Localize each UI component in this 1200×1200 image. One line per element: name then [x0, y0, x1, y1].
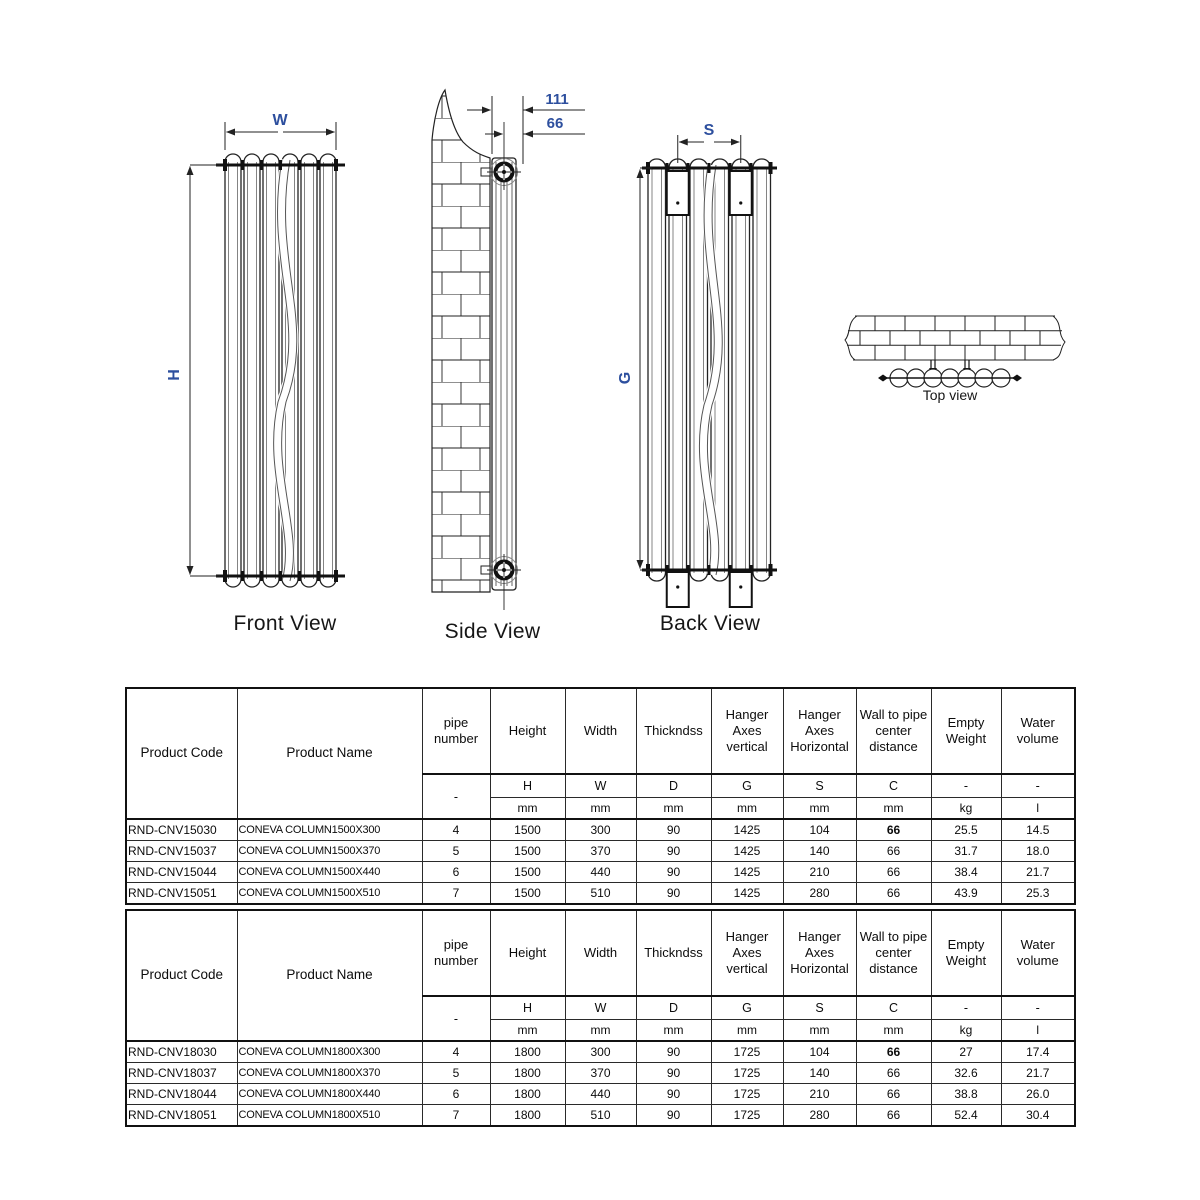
table-cell: 4: [422, 1041, 490, 1063]
symbol-cell: G: [711, 996, 783, 1020]
side-view-label: Side View: [444, 620, 541, 643]
wall-to-pipe-dim-label: 66: [546, 115, 564, 132]
table-cell: 280: [783, 883, 856, 905]
table-cell: 510: [565, 1105, 636, 1127]
symbol-cell: W: [565, 774, 636, 798]
table-cell: 90: [636, 1063, 711, 1084]
symbol-cell: H: [490, 774, 565, 798]
table-cell: 90: [636, 1105, 711, 1127]
table-cell: 1500: [490, 819, 565, 841]
top-view-wall: [845, 316, 1065, 360]
unit-cell: mm: [783, 798, 856, 820]
spec-table-1800-series: [125, 909, 1076, 1127]
unit-cell: mm: [490, 1020, 565, 1042]
col-product-code: Product Code: [126, 688, 237, 819]
table-cell: 66: [856, 883, 931, 905]
unit-cell: mm: [856, 1020, 931, 1042]
header-row: [126, 910, 1075, 996]
depth-dim-label: 111: [545, 91, 569, 108]
symbol-cell: -: [422, 774, 490, 819]
side-view-diagram: [415, 78, 625, 633]
unit-cell: mm: [565, 1020, 636, 1042]
table-cell: CONEVA COLUMN1800X370: [237, 1063, 422, 1084]
col-wall-to-pipe-center: Wall to pipe center distance: [856, 688, 931, 774]
back-view-label: Back View: [659, 612, 761, 635]
symbol-cell: C: [856, 774, 931, 798]
table-cell: 1725: [711, 1084, 783, 1105]
col-pipe-number: pipe number: [422, 910, 490, 996]
table-cell: RND-CNV18037: [126, 1063, 237, 1084]
table-cell: 90: [636, 819, 711, 841]
side-view-dimensions: [467, 91, 585, 164]
symbol-cell: -: [931, 774, 1001, 798]
table-cell: 31.7: [931, 841, 1001, 862]
unit-cell: mm: [490, 798, 565, 820]
symbol-cell: S: [783, 996, 856, 1020]
table-cell: 66: [856, 1084, 931, 1105]
col-width: Width: [565, 688, 636, 774]
table-cell: CONEVA COLUMN1500X370: [237, 841, 422, 862]
unit-cell: l: [1001, 798, 1075, 820]
table-row: [126, 1063, 1075, 1084]
col-hanger-axes-vertical: Hanger Axes vertical: [711, 910, 783, 996]
front-view-height-dimension: [166, 165, 220, 576]
unit-cell: mm: [856, 798, 931, 820]
table-cell: 66: [856, 1063, 931, 1084]
table-cell: 4: [422, 819, 490, 841]
back-view-vertical-dimension: [617, 168, 652, 570]
table-cell: 26.0: [1001, 1084, 1075, 1105]
table-cell: 140: [783, 841, 856, 862]
col-width: Width: [565, 910, 636, 996]
table-cell: 17.4: [1001, 1041, 1075, 1063]
table-cell: 104: [783, 1041, 856, 1063]
unit-cell: kg: [931, 1020, 1001, 1042]
symbol-cell: W: [565, 996, 636, 1020]
table-row: [126, 1041, 1075, 1063]
symbol-cell: D: [636, 996, 711, 1020]
symbol-cell: D: [636, 774, 711, 798]
table-cell: RND-CNV18044: [126, 1084, 237, 1105]
table-cell: 300: [565, 819, 636, 841]
table-cell: 300: [565, 1041, 636, 1063]
col-empty-weight: Empty Weight: [931, 910, 1001, 996]
table-cell: RND-CNV18051: [126, 1105, 237, 1127]
unit-cell: mm: [783, 1020, 856, 1042]
table-cell: 90: [636, 841, 711, 862]
height-dim-label: H: [166, 369, 183, 381]
col-product-name: Product Name: [237, 688, 422, 819]
front-view-label: Front View: [233, 612, 337, 635]
table-cell: 210: [783, 1084, 856, 1105]
table-row: [126, 883, 1075, 905]
table-cell: 5: [422, 1063, 490, 1084]
table-cell: 1725: [711, 1063, 783, 1084]
top-view-diagram: [835, 300, 1075, 392]
table-cell: 66: [856, 1105, 931, 1127]
table-cell: 370: [565, 841, 636, 862]
table-cell: 5: [422, 841, 490, 862]
table-cell: 1500: [490, 841, 565, 862]
table-cell: 32.6: [931, 1063, 1001, 1084]
table-cell: CONEVA COLUMN1800X300: [237, 1041, 422, 1063]
table-cell: 1800: [490, 1105, 565, 1127]
table-cell: 90: [636, 1084, 711, 1105]
symbol-cell: -: [422, 996, 490, 1041]
table-cell: 90: [636, 1041, 711, 1063]
table-cell: 25.5: [931, 819, 1001, 841]
table-cell: 1425: [711, 819, 783, 841]
table-row: [126, 819, 1075, 841]
table-cell: CONEVA COLUMN1800X510: [237, 1105, 422, 1127]
table-cell: CONEVA COLUMN1500X300: [237, 819, 422, 841]
top-view-pipes: [878, 369, 1022, 387]
table-cell: 21.7: [1001, 1063, 1075, 1084]
col-pipe-number: pipe number: [422, 688, 490, 774]
table-cell: 1725: [711, 1105, 783, 1127]
col-empty-weight: Empty Weight: [931, 688, 1001, 774]
table-cell: 1500: [490, 883, 565, 905]
table-cell: 14.5: [1001, 819, 1075, 841]
table-cell: CONEVA COLUMN1500X440: [237, 862, 422, 883]
back-view-diagram: [617, 85, 817, 620]
brick-wall: [432, 90, 490, 592]
table-row: [126, 841, 1075, 862]
hanger-vertical-dim-label: G: [617, 371, 634, 385]
table-cell: 6: [422, 1084, 490, 1105]
symbol-cell: -: [931, 996, 1001, 1020]
unit-cell: mm: [636, 798, 711, 820]
table-cell: 1425: [711, 883, 783, 905]
front-view-width-dimension: [225, 112, 336, 150]
table-cell: 30.4: [1001, 1105, 1075, 1127]
symbol-cell: -: [1001, 996, 1075, 1020]
col-thickness: Thickndss: [636, 688, 711, 774]
top-view-label: Top view: [922, 387, 978, 403]
col-thickness: Thickndss: [636, 910, 711, 996]
table-cell: 25.3: [1001, 883, 1075, 905]
table-cell: 66: [856, 862, 931, 883]
table-cell: 43.9: [931, 883, 1001, 905]
col-height: Height: [490, 688, 565, 774]
spec-table-1500-body: [126, 819, 1075, 904]
table-cell: 21.7: [1001, 862, 1075, 883]
table-cell: CONEVA COLUMN1500X510: [237, 883, 422, 905]
col-hanger-axes-horizontal: Hanger Axes Horizontal: [783, 688, 856, 774]
table-cell: RND-CNV15037: [126, 841, 237, 862]
table-cell: 27: [931, 1041, 1001, 1063]
unit-cell: mm: [711, 1020, 783, 1042]
table-cell: 90: [636, 883, 711, 905]
table-cell: 18.0: [1001, 841, 1075, 862]
symbol-cell: G: [711, 774, 783, 798]
back-view-hanger-dimension: [678, 122, 741, 163]
table-cell: 7: [422, 883, 490, 905]
table-cell: 440: [565, 862, 636, 883]
unit-cell: mm: [636, 1020, 711, 1042]
table-cell: 210: [783, 862, 856, 883]
table-cell: 1425: [711, 841, 783, 862]
table-cell: 90: [636, 862, 711, 883]
table-cell: 66: [856, 841, 931, 862]
table-cell: 6: [422, 862, 490, 883]
table-cell: 52.4: [931, 1105, 1001, 1127]
symbol-cell: H: [490, 996, 565, 1020]
table-cell: 66: [856, 819, 931, 841]
width-dim-label: W: [272, 112, 288, 129]
table-cell: RND-CNV18030: [126, 1041, 237, 1063]
col-product-name: Product Name: [237, 910, 422, 1041]
front-view-diagram: [150, 82, 400, 607]
header-row: [126, 688, 1075, 774]
table-cell: 1800: [490, 1041, 565, 1063]
spec-table-1500-series: [125, 687, 1076, 905]
table-row: [126, 1084, 1075, 1105]
unit-cell: kg: [931, 798, 1001, 820]
table-cell: 38.4: [931, 862, 1001, 883]
col-hanger-axes-horizontal: Hanger Axes Horizontal: [783, 910, 856, 996]
table-cell: RND-CNV15044: [126, 862, 237, 883]
table-row: [126, 1105, 1075, 1127]
table-cell: 370: [565, 1063, 636, 1084]
side-view-radiator: [492, 158, 516, 590]
unit-cell: l: [1001, 1020, 1075, 1042]
table-cell: CONEVA COLUMN1800X440: [237, 1084, 422, 1105]
table-cell: RND-CNV15051: [126, 883, 237, 905]
symbol-cell: S: [783, 774, 856, 798]
table-cell: 38.8: [931, 1084, 1001, 1105]
hanger-horizontal-dim-label: S: [703, 122, 715, 139]
table-cell: 104: [783, 819, 856, 841]
table-cell: 66: [856, 1041, 931, 1063]
table-cell: 1725: [711, 1041, 783, 1063]
table-cell: RND-CNV15030: [126, 819, 237, 841]
col-height: Height: [490, 910, 565, 996]
col-product-code: Product Code: [126, 910, 237, 1041]
table-cell: 1500: [490, 862, 565, 883]
unit-cell: mm: [711, 798, 783, 820]
table-cell: 7: [422, 1105, 490, 1127]
table-cell: 510: [565, 883, 636, 905]
table-cell: 1800: [490, 1063, 565, 1084]
table-row: [126, 862, 1075, 883]
table-cell: 1800: [490, 1084, 565, 1105]
table-cell: 440: [565, 1084, 636, 1105]
table-cell: 1425: [711, 862, 783, 883]
table-cell: 280: [783, 1105, 856, 1127]
symbol-cell: C: [856, 996, 931, 1020]
symbol-cell: -: [1001, 774, 1075, 798]
col-wall-to-pipe-center: Wall to pipe center distance: [856, 910, 931, 996]
col-hanger-axes-vertical: Hanger Axes vertical: [711, 688, 783, 774]
col-water-volume: Water volume: [1001, 910, 1075, 996]
col-water-volume: Water volume: [1001, 688, 1075, 774]
spec-table-1800-body: [126, 1041, 1075, 1126]
table-cell: 140: [783, 1063, 856, 1084]
unit-cell: mm: [565, 798, 636, 820]
